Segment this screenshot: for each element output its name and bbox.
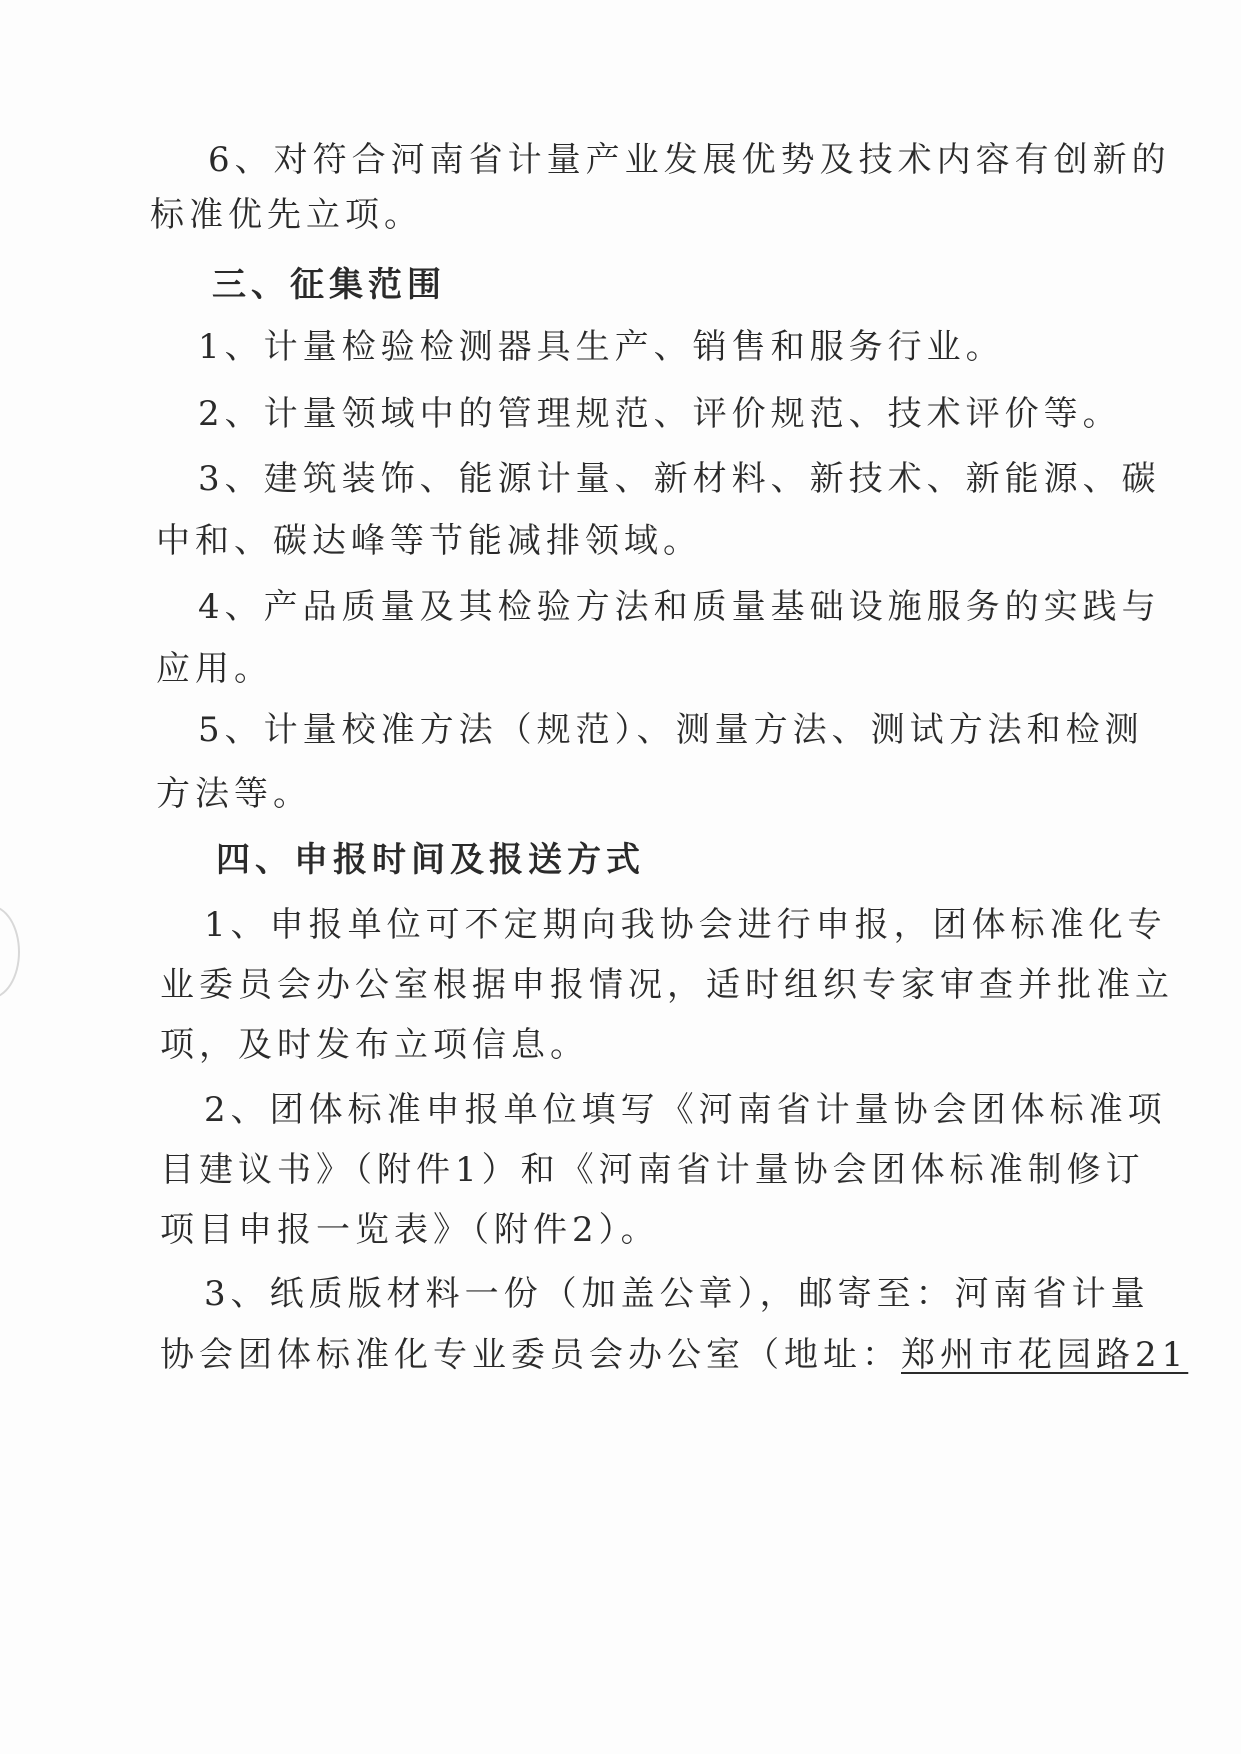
section-4-heading: 四、申报时间及报送方式: [216, 840, 645, 880]
section-3-item-3-line-1: 3、建筑装饰、能源计量、新材料、新技术、新能源、碳: [198, 459, 1161, 499]
section-4-item-2-line-1: 2、团体标准申报单位填写《河南省计量协会团体标准项: [204, 1090, 1167, 1130]
section-4-item-1-line-1: 1、申报单位可不定期向我协会进行申报，团体标准化专: [204, 905, 1167, 945]
scan-edge-mark: [0, 905, 20, 999]
section-3-item-4-line-2: 应用。: [156, 649, 273, 689]
section-4-item-2-line-3: 项目申报一览表》（附件2）。: [160, 1210, 660, 1250]
section-4-item-3-line-2: [160, 1333, 1188, 1377]
section-4-item-3-line-1: 3、纸质版材料一份（加盖公章），邮寄至：河南省计量: [204, 1274, 1150, 1314]
paragraph-6-line-2: 标准优先立项。: [150, 195, 423, 235]
section-3-item-2: 2、计量领域中的管理规范、评价规范、技术评价等。: [198, 394, 1122, 434]
section-3-item-4-line-1: 4、产品质量及其检验方法和质量基础设施服务的实践与: [198, 587, 1161, 627]
section-3-heading: 三、征集范围: [212, 265, 446, 305]
section-4-item-1-line-2: 业委员会办公室根据申报情况，适时组织专家审查并批准立: [160, 965, 1174, 1005]
paragraph-6-line-1: 6、对符合河南省计量产业发展优势及技术内容有创新的: [208, 140, 1171, 180]
section-4-item-2-line-2: 目建议书》（附件1）和《河南省计量协会团体标准制修订: [160, 1150, 1145, 1190]
section-4-item-1-line-3: 项，及时发布立项信息。: [160, 1025, 589, 1065]
section-3-item-1: 1、计量检验检测器具生产、销售和服务行业。: [198, 327, 1005, 367]
address-underlined: 郑州市花园路21: [901, 1335, 1189, 1375]
section-3-item-5-line-1: 5、计量校准方法（规范）、测量方法、测试方法和检测: [198, 710, 1144, 750]
section-3-item-5-line-2: 方法等。: [156, 774, 312, 814]
section-3-item-3-line-2: 中和、碳达峰等节能减排领域。: [156, 521, 702, 561]
office-name-text: 协会团体标准化专业委员会办公室（地址：: [160, 1335, 901, 1375]
